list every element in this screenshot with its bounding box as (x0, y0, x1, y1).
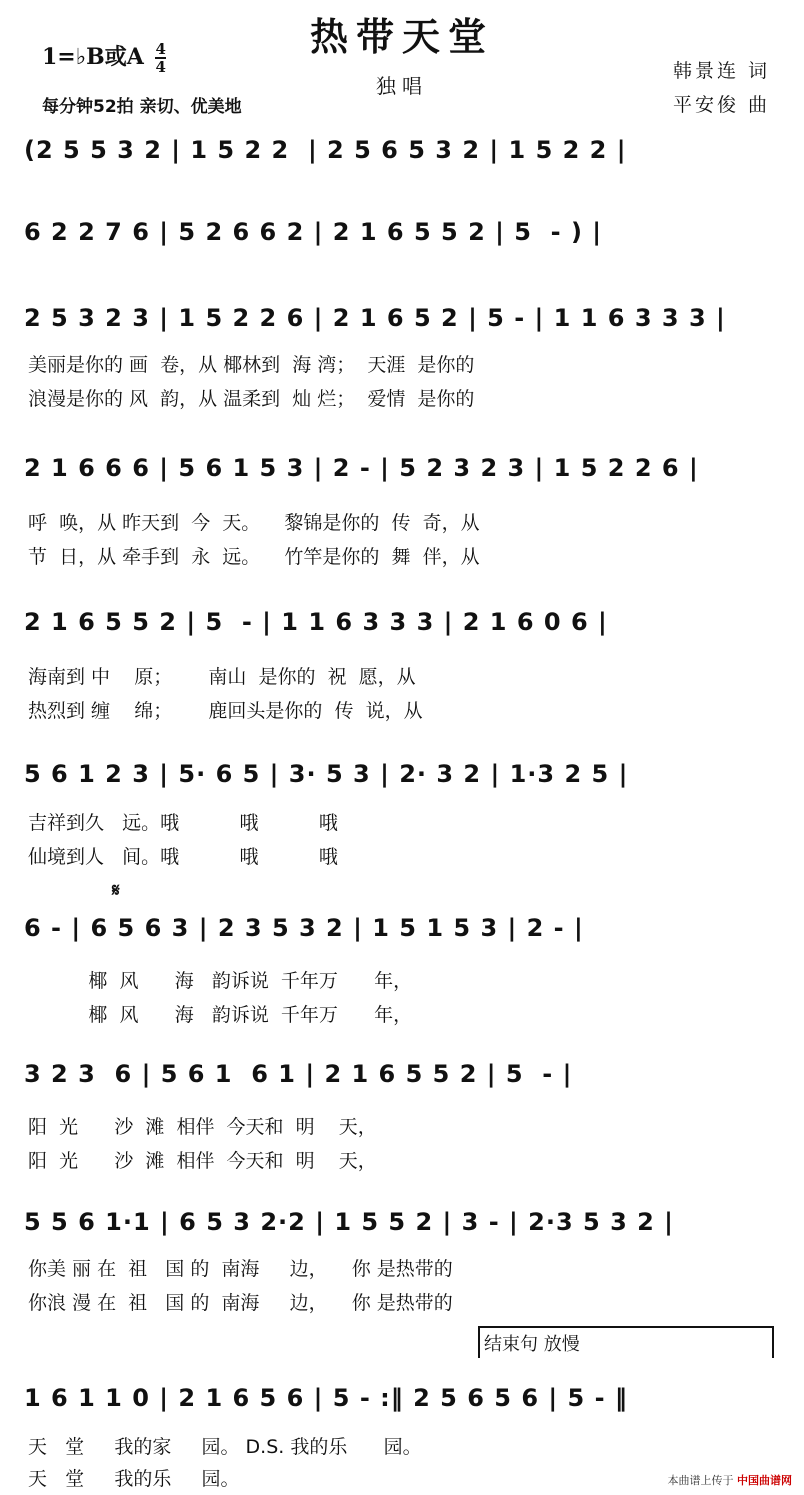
lyrics-verse-2: 浪漫是你的 风 韵，从 温柔到 灿 烂； 爱情 是你的 (28, 388, 475, 410)
lyrics-verse-2: 天 堂 我的乐 园。 (28, 1468, 240, 1490)
key-text: 1=♭B或A (42, 44, 144, 70)
notation-line: 5 6 1 2 3 | 5· 6 5 | 3· 5 3 | 2· 3 2 | 1·3 2 5 | (24, 760, 629, 788)
notation-line: 5 5 6 1·1 | 6 5 3 2·2 | 1 5 5 2 | 3 - | 2·3 5 3 2 | (24, 1208, 674, 1236)
lyrics-verse-2: 阳 光 沙 滩 相伴 今天和 明 天， (28, 1150, 377, 1172)
lyrics-verse-2: 你浪 漫 在 祖 国 的 南海 边， 你 是热带的 (28, 1292, 453, 1314)
lyricist: 韩景连 词 (672, 60, 770, 82)
notation-line: 2 1 6 5 5 2 | 5 - | 1 1 6 3 3 3 | 2 1 6 0 6 | (24, 608, 608, 636)
time-sig-bottom: 4 (155, 58, 166, 76)
notation-line: 2 1 6 6 6 | 5 6 1 5 3 | 2 - | 5 2 3 2 3 | 1 5 2 2 6 | (24, 454, 699, 482)
lyrics-verse-1: 阳 光 沙 滩 相伴 今天和 明 天， (28, 1116, 377, 1138)
notation-line: 6 2 2 7 6 | 5 2 6 6 2 | 2 1 6 5 5 2 | 5 - ) | (24, 218, 603, 246)
ending-label: 结束句 放慢 (484, 1334, 580, 1355)
lyrics-verse-1: 吉祥到久 远。哦 哦 哦 (28, 812, 338, 834)
lyrics-verse-1: 椰 风 海 韵诉说 千年万 年， (28, 970, 413, 992)
lyrics-verse-1: 天 堂 我的家 园。 D.S. 我的乐 园。 (28, 1436, 422, 1458)
notation-line: 1 6 1 1 0 | 2 1 6 5 6 | 5 - :‖ 2 5 6 5 6 | 5 - ‖ (24, 1384, 628, 1412)
footer-credit (668, 1472, 793, 1488)
lyrics-verse-2: 椰 风 海 韵诉说 千年万 年， (28, 1004, 413, 1026)
site-logo-text[interactable]: 中国曲谱网 (737, 1474, 792, 1487)
notation-line: 2 5 3 2 3 | 1 5 2 2 6 | 2 1 6 5 2 | 5 - | 1 1 6 3 3 3 | (24, 304, 726, 332)
time-signature (155, 41, 165, 75)
upload-note: 本曲谱上传于 (667, 1474, 734, 1487)
lyrics-verse-2: 节 日，从 牵手到 永 远。 竹竿是你的 舞 伴，从 (28, 546, 480, 568)
lyrics-verse-1: 呼 唤，从 昨天到 今 天。 黎锦是你的 传 奇，从 (28, 512, 480, 534)
lyrics-verse-1: 美丽是你的 画 卷，从 椰林到 海 湾； 天涯 是你的 (28, 354, 475, 376)
key-signature (42, 40, 166, 75)
lyrics-verse-2: 热烈到 缠 绵； 鹿回头是你的 传 说，从 (28, 700, 423, 722)
tempo-marking: 每分钟52拍 亲切、优美地 (42, 97, 242, 117)
lyrics-verse-1: 你美 丽 在 祖 国 的 南海 边， 你 是热带的 (28, 1258, 453, 1280)
lyrics-verse-1: 海南到 中 原； 南山 是你的 祝 愿，从 (28, 666, 416, 688)
notation-line: 6 - | 6 5 6 3 | 2 3 5 3 2 | 1 5 1 5 3 | 2 - | (24, 914, 584, 942)
segno-sign: 𝄋 (112, 880, 120, 901)
lyrics-verse-2: 仙境到人 间。哦 哦 哦 (28, 846, 338, 868)
performance-type: 独唱 (376, 74, 428, 98)
song-title: 热带天堂 (309, 15, 494, 59)
composer: 平安俊 曲 (672, 94, 770, 116)
time-sig-top: 4 (155, 40, 166, 58)
notation-line: 3 2 3 6 | 5 6 1 6 1 | 2 1 6 5 5 2 | 5 - | (24, 1060, 573, 1088)
notation-line: (2 5 5 3 2 | 1 5 2 2 | 2 5 6 5 3 2 | 1 5 2 2 | (24, 136, 627, 164)
